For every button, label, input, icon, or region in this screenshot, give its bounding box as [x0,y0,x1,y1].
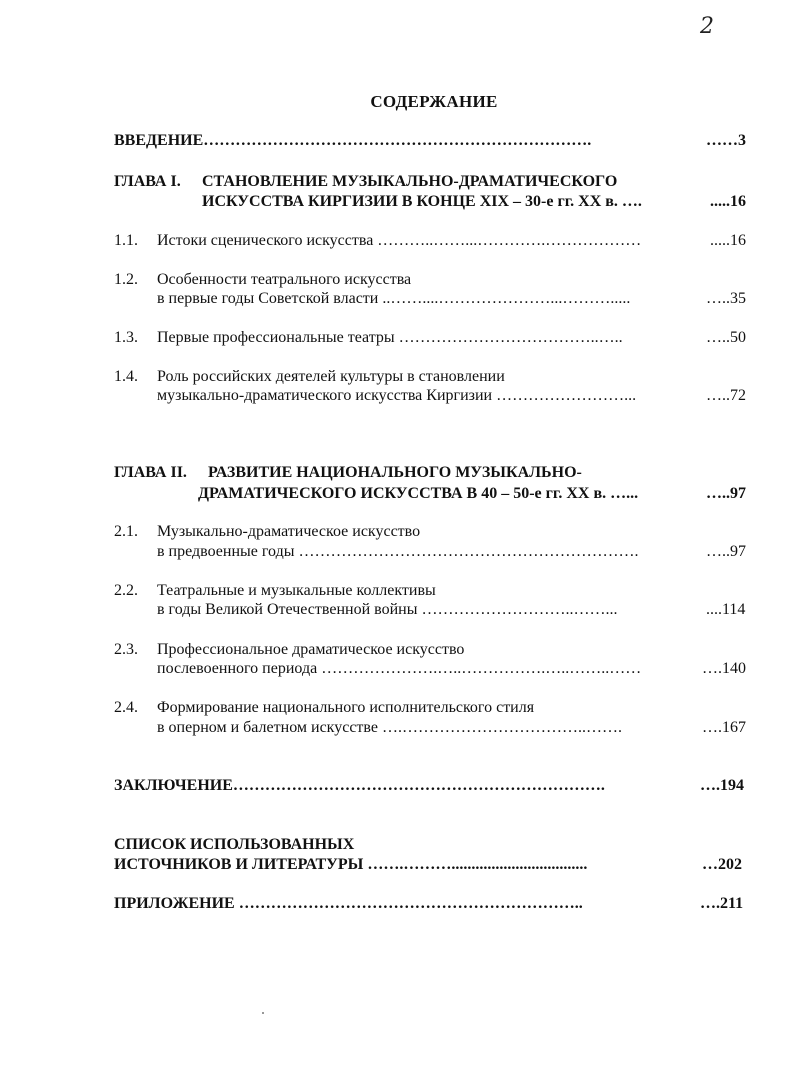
chapter2-label: ГЛАВА II. [114,464,187,481]
toc-sources-line2: ИСТОЧНИКОВ И ЛИТЕРАТУРЫ …….……….................................. [114,856,588,873]
chapter2-title-line1: РАЗВИТИЕ НАЦИОНАЛЬНОГО МУЗЫКАЛЬНО- [208,464,582,481]
toc-intro: ВВЕДЕНИЕ………………………………………………………………. [114,132,592,149]
section-title: Роль российских деятелей культуры в становлении [157,368,505,385]
section-number: 1.2. [114,271,138,288]
section-title-cont: послевоенного периода ………………….…..…………….…..……..…… [157,660,642,677]
section-page: …..35 [706,290,746,307]
handwritten-page-number: 2 [700,14,714,39]
section-page: ....114 [706,601,746,618]
section-title-cont: в предвоенные годы ………………………………………………………. [157,543,639,560]
chapter1-page: .....16 [710,193,746,210]
section-page: ….140 [702,660,746,677]
section-title-cont: в первые годы Советской власти ..……....…………………...………..... [157,290,631,307]
section-title: Музыкально-драматическое искусство [157,523,421,540]
section-title: Профессиональное драматическое искусство [157,641,465,658]
chapter2-page: …..97 [706,485,746,502]
section-number: 2.3. [114,641,138,658]
section-title: Особенности театрального искусства [157,271,412,288]
section-page: ….167 [702,719,746,736]
section-title: Первые профессиональные театры ………………………………..….. [157,329,623,346]
chapter1-title-line1: СТАНОВЛЕНИЕ МУЗЫКАЛЬНО-ДРАМАТИЧЕСКОГО [202,173,618,190]
page-title: СОДЕРЖАНИЕ [370,92,498,111]
section-number: 1.3. [114,329,138,346]
chapter1-label: ГЛАВА I. [114,173,181,190]
section-page: .....16 [710,232,746,249]
section-number: 1.1. [114,232,138,249]
section-number: 1.4. [114,368,138,385]
section-title: Театральные и музыкальные коллективы [157,582,436,599]
section-title-cont: музыкально-драматического искусства Киргизии ……………………... [157,387,637,404]
section-title-cont: в годы Великой Отечественной войны ………………………..……... [157,601,618,618]
toc-appendix-page: ….211 [700,895,744,912]
section-number: 2.4. [114,699,138,716]
section-page: …..97 [706,543,746,560]
toc-appendix: ПРИЛОЖЕНИЕ ……………………………………………………….. [114,895,583,912]
toc-intro-page: ……3 [706,132,746,149]
section-number: 2.2. [114,582,138,599]
section-title: Истоки сценического искусства ………..……...………….……………… [157,232,642,249]
chapter1-title-line2: ИСКУССТВА КИРГИЗИИ В КОНЦЕ XIX – 30-е гг. XX в. …. [202,193,642,210]
section-title-cont: в оперном и балетном искусстве ….……………………………..……. [157,719,622,736]
section-page: …..50 [706,329,746,346]
toc-conclusion-page: ….194 [700,777,744,794]
toc-sources-page: …202 [702,856,742,873]
section-number: 2.1. [114,523,138,540]
section-title: Формирование национального исполнительского стиля [157,699,535,716]
toc-conclusion: ЗАКЛЮЧЕНИЕ……………………………………………………………. [114,777,605,794]
toc-sources-line1: СПИСОК ИСПОЛЬЗОВАННЫХ [114,836,355,853]
chapter2-title-line2: ДРАМАТИЧЕСКОГО ИСКУССТВА В 40 – 50-е гг. XX в. …... [198,485,639,502]
section-page: …..72 [706,387,746,404]
scan-speck [262,1012,264,1014]
